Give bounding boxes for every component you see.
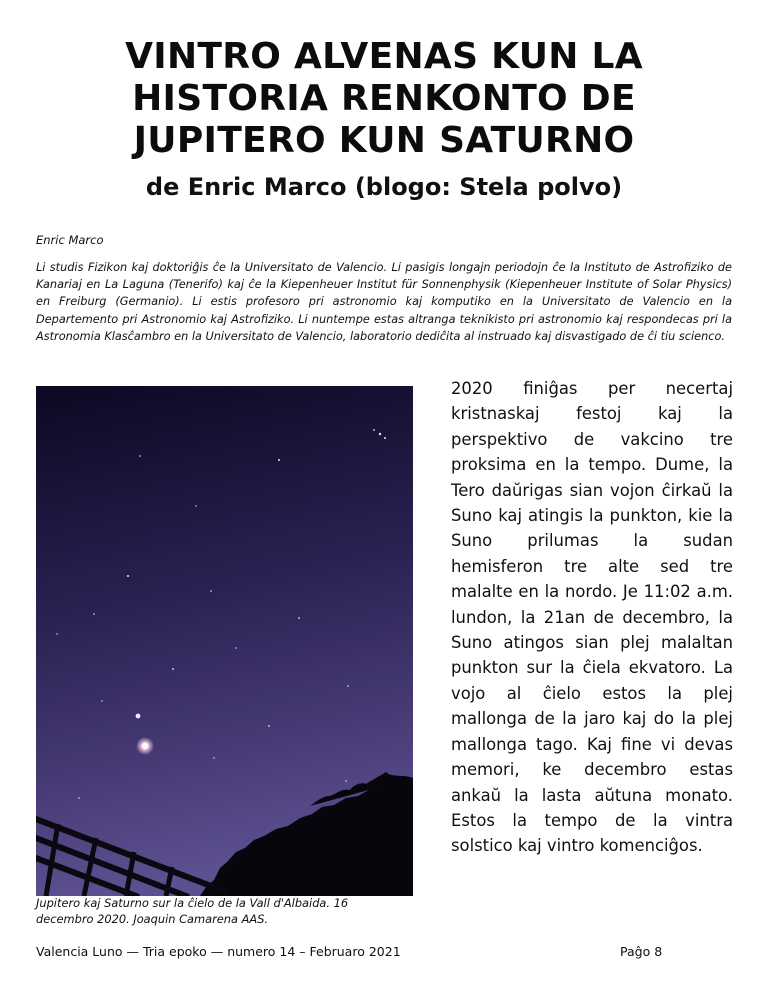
author-bio: Li studis Fizikon kaj doktoriĝis ĉe la Universitato de Valencio. Li pasigis longajn periodojn ĉe la Instituto de Astrofiziko de Kanariaj en La Laguna (Tenerifo) kaj ĉe la Kiepenheuer Institut für Sonnenphysik (Kiepenheuer Institute of Solar Physics) en Freiburg (Germanio). Li estis profesoro pri astronomio kaj komputiko en la Universitato de Valencio en la Departemento pri Astronomio kaj Astrofiziko. Li nuntempe estas altranga teknikisto pri astronomio kaj respondecas pri la Astronomia Klasĉambro en la Universitato de Valencio, laboratorio dediĉita al instruado kaj disvastigado de ĉi tiu scienco.: [36, 261, 732, 343]
footer-page-number: Paĝo 8: [620, 944, 663, 959]
saturn-star: [136, 714, 141, 719]
photo-caption: Jupitero kaj Saturno sur la ĉielo de la Vall d'Albaida. 16 decembro 2020. Joaquin Camarena AAS.: [36, 896, 349, 926]
night-sky-photo-image: [36, 386, 413, 896]
night-sky-photo: [36, 386, 413, 896]
title-line: HISTORIA RENKONTO DE: [132, 78, 636, 119]
article-title: [60, 36, 708, 162]
title-line: VINTRO ALVENAS KUN LA: [125, 36, 643, 77]
article-subtitle: de Enric Marco (blogo: Stela polvo): [145, 173, 623, 201]
author-name: Enric Marco: [36, 233, 104, 247]
footer-publication: Valencia Luno — Tria epoko — numero 14 – Februaro 2021: [36, 944, 401, 959]
jupiter-star: [142, 743, 148, 749]
title-line: JUPITERO KUN SATURNO: [133, 120, 635, 161]
article-body: 2020 finiĝas per necertaj kristnaskaj festoj kaj la perspektivo de vakcino tre proksima en la tempo. Dume, la Tero daŭrigas sian vojon ĉirkaŭ la Suno kaj atingis la punkton, kie la Suno prilumas la sudan hemisferon tre alte sed tre malalte en la nordo. Je 11:02 a.m. lundon, la 21an de decembro, la Suno atingos sian plej malaltan punkton sur la ĉiela ekvatoro. La vojo al ĉielo estos la plej mallonga de la jaro kaj do la plej mallonga tago. Kaj fine vi devas memori, ke decembro estas ankaŭ la lasta aŭtuna monato. Estos la tempo de la vintra solstico kaj vintro komenciĝos.: [451, 379, 733, 856]
